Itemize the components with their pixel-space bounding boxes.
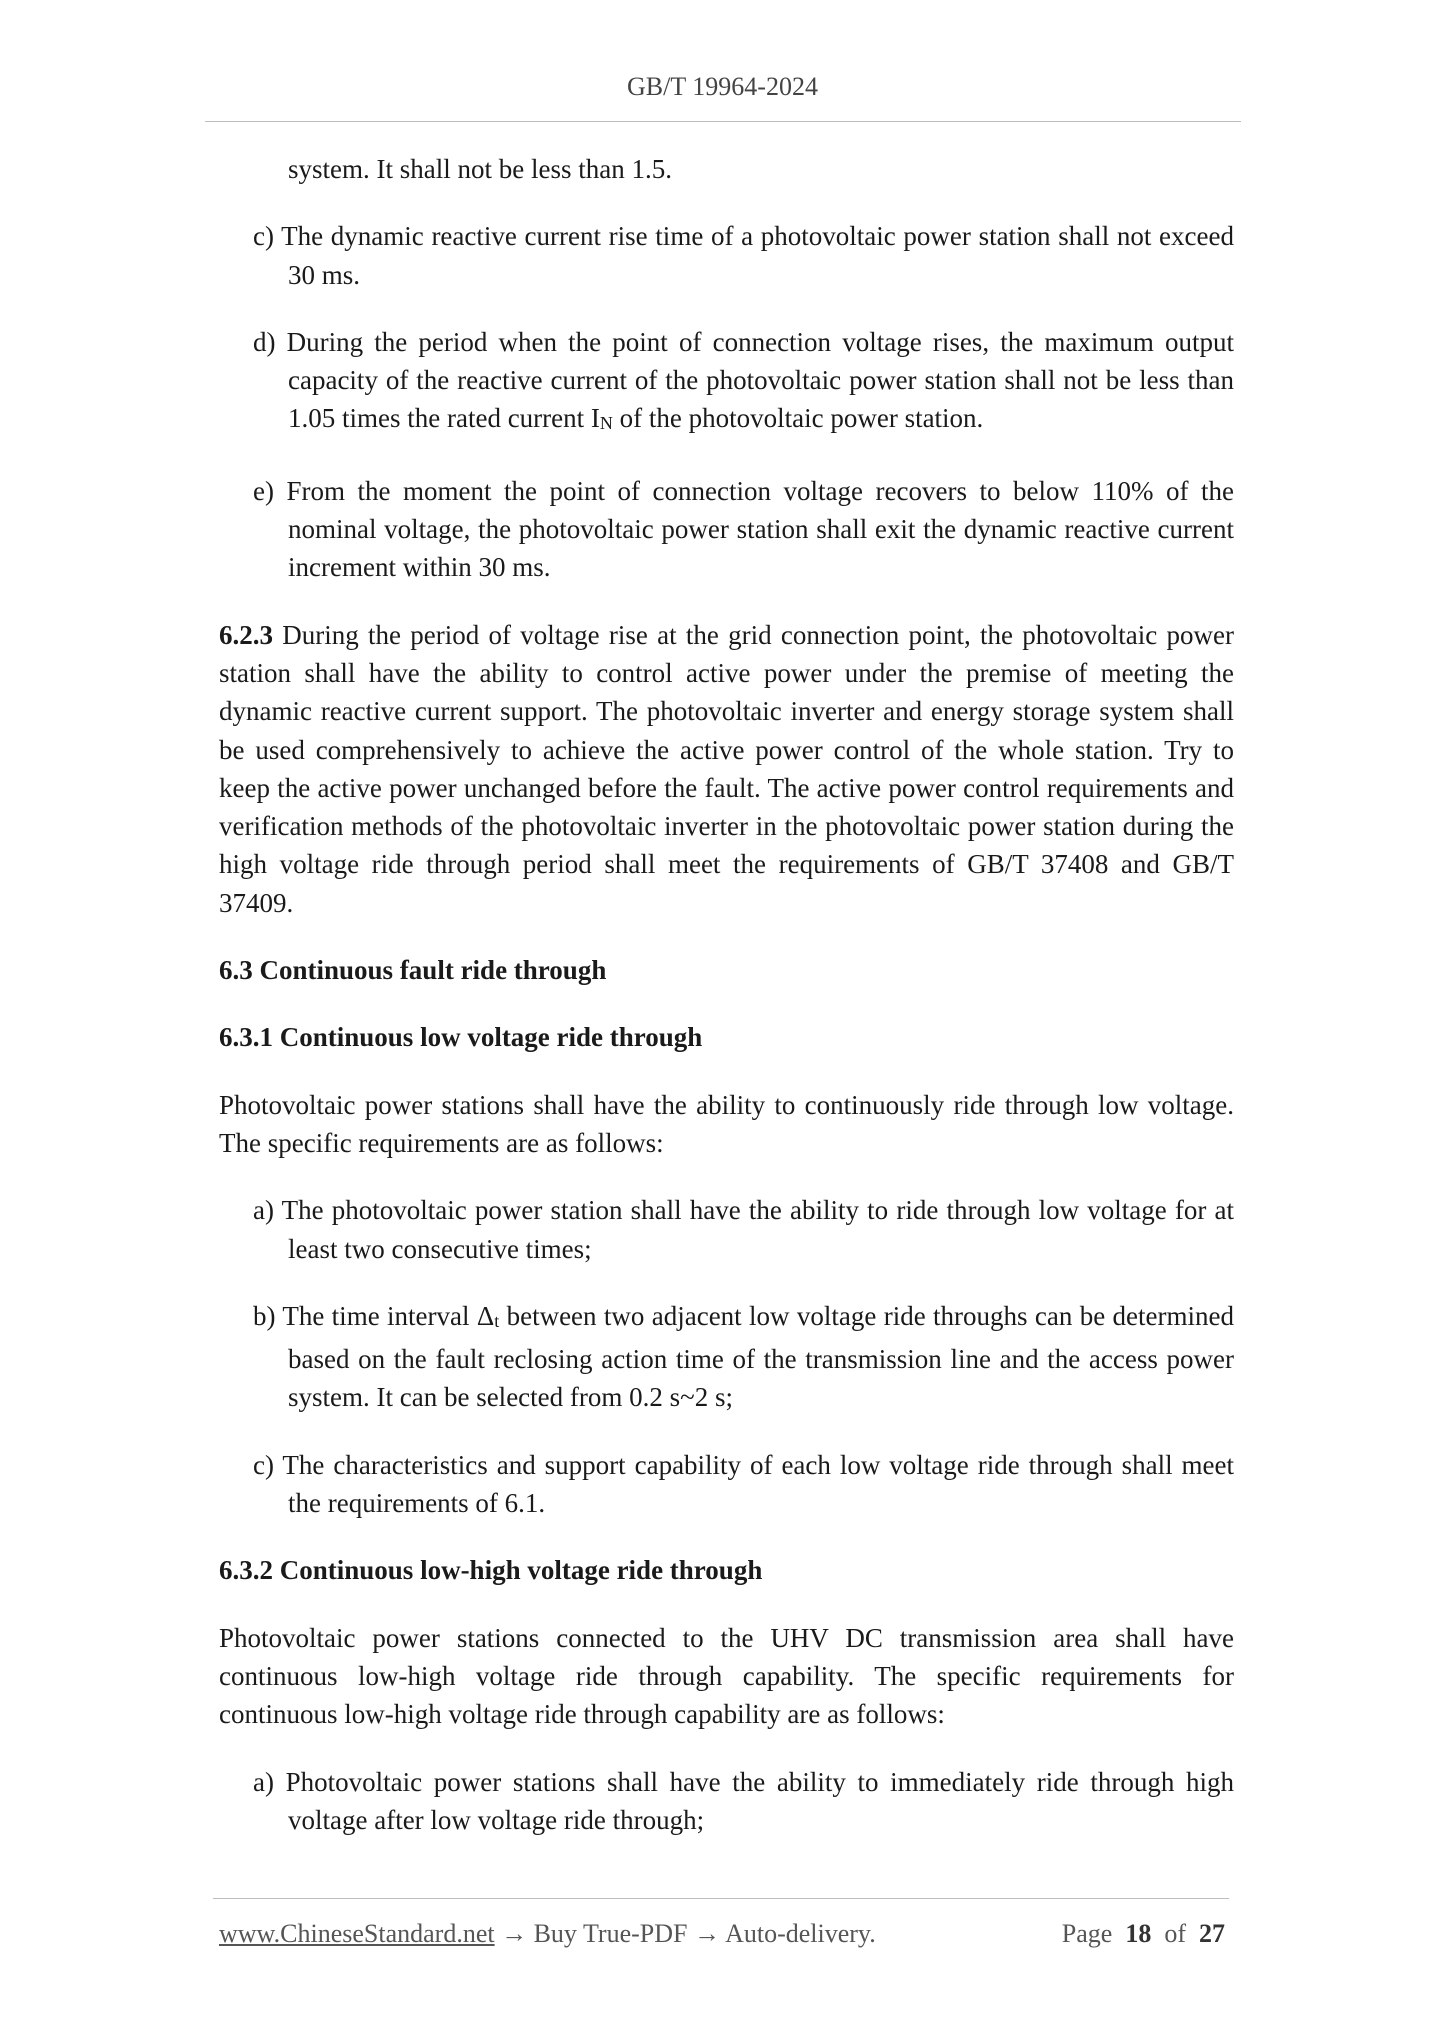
page-number: Page 18 of 27 (1061, 1919, 1225, 1948)
paragraph-6-3-1: Photovoltaic power stations shall have the ability to continuously ride through low voltage. The specific requirements are as follows: (219, 1089, 1234, 1158)
list-item-e: e) From the moment the point of connection voltage recovers to below 110% of the nominal voltage, the photovoltaic power station shall exit the dynamic reactive current increment within 30 ms. (253, 475, 1234, 583)
current-page: 18 (1125, 1919, 1152, 1948)
list-item-6-3-1-b: b) The time interval $\Delta_t$ between two adjacent low voltage ride throughs can be determined based on the fault reclosing action time of the transmission line and the access power system. It can be selected from 0.2 s~2 s; (253, 1300, 1234, 1413)
list-item-6-3-1-a: a) The photovoltaic power station shall have the ability to ride through low voltage for at least two consecutive times; (253, 1195, 1234, 1264)
paragraph-6-3-2: Photovoltaic power stations connected to the UHV DC transmission area shall have continuous low-high voltage ride through capability. The specific requirements for continuous low-high voltage ride through capability are as follows: (219, 1622, 1234, 1730)
list-item-6-3-1-c: c) The characteristics and support capability of each low voltage ride through shall meet the requirements of 6.1. (253, 1449, 1234, 1519)
footer-divider (213, 1898, 1229, 1899)
total-pages: 27 (1199, 1919, 1225, 1948)
arrow-right-icon: → (501, 1919, 528, 1948)
list-item-c: c) The dynamic reactive current rise time of a photovoltaic power station shall not exceed 30 ms. (253, 221, 1234, 290)
footer-links (219, 1919, 876, 1949)
header-divider (205, 121, 1241, 122)
heading-6-3-1: 6.3.1 Continuous low voltage ride through (219, 1022, 703, 1053)
website-link[interactable]: www.ChineseStandard.net (219, 1919, 495, 1948)
list-item-b-continuation: system. It shall not be less than 1.5. (288, 154, 672, 184)
heading-6-3-2: 6.3.2 Continuous low-high voltage ride through (219, 1555, 763, 1586)
buy-pdf-text: Buy True-PDF (533, 1919, 688, 1948)
list-item-6-3-2-a: a) Photovoltaic power stations shall have the ability to immediately ride through high voltage after low voltage ride through; (253, 1766, 1234, 1835)
clause-6-2-3: 6.2.3 During the period of voltage rise at the grid connection point, the photovoltaic power station shall have the ability to control active power under the premise of meeting the dynamic reactive current support. The photovoltaic inverter and energy storage system shall be used comprehensively to achieve the active power control of the whole station. Try to keep the active power unchanged before the fault. The active power control requirements and verification methods of the photovoltaic inverter in the photovoltaic power station during the high voltage ride through period shall meet the requirements of GB/T 37408 and GB/T 37409. (219, 619, 1234, 918)
heading-6-3: 6.3 Continuous fault ride through (219, 955, 607, 986)
auto-delivery-text: Auto-delivery. (725, 1919, 876, 1948)
list-item-d: d) During the period when the point of connection voltage rises, the maximum output capacity of the reactive current of the photovoltaic power station shall not be less than 1.05 times the rated current $I_N$ of the photovoltaic power station. (253, 326, 1234, 434)
header-title: GB/T 19964-2024 (627, 72, 818, 101)
arrow-right-icon: → (694, 1919, 720, 1948)
page-content (219, 150, 1234, 1868)
